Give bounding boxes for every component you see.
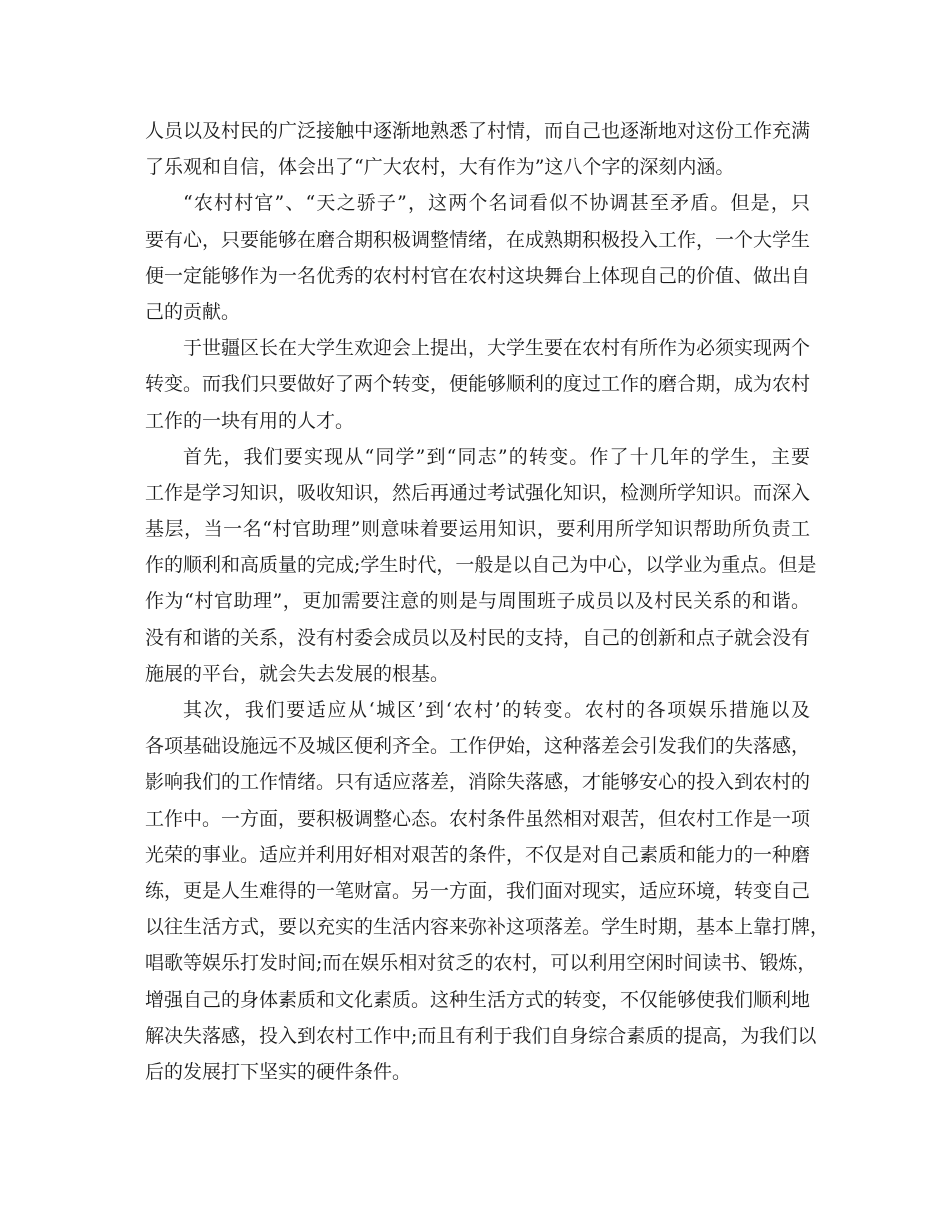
text-line: 己的贡献。 <box>145 300 241 323</box>
text-line: 工作是学习知识，吸收知识，然后再通过考试强化知识，检测所学知识。而深入 <box>145 481 811 504</box>
document-body <box>145 113 830 1090</box>
text-line: 没有和谐的关系，没有村委会成员以及村民的支持，自己的创新和点子就会没有 <box>145 626 811 649</box>
text-line: 首先，我们要实现从“同学”到“同志”的转变。作了十几年的学生，主要 <box>183 445 810 468</box>
text-line: 各项基础设施远不及城区便利齐全。工作伊始，这种落差会引发我们的失落感， <box>145 735 811 758</box>
text-line: 作的顺利和高质量的完成;学生时代，一般是以自己为中心，以学业为重点。但是 <box>145 554 817 577</box>
text-line: 要有心，只要能够在磨合期积极调整情绪，在成熟期积极投入工作，一个大学生 <box>145 228 811 251</box>
text-line: 以往生活方式，要以充实的生活内容来弥补这项落差。学生时期，基本上靠打牌， <box>145 916 830 939</box>
text-line: 便一定能够作为一名优秀的农村村官在农村这块舞台上体现自己的价值、做出自 <box>145 264 811 287</box>
text-line: 工作的一块有用的人才。 <box>145 409 355 432</box>
text-line: 人员以及村民的广泛接触中逐渐地熟悉了村情，而自己也逐渐地对这份工作充满 <box>145 120 811 142</box>
text-line: 练，更是人生难得的一笔财富。另一方面，我们面对现实，适应环境，转变自己 <box>145 879 811 902</box>
text-line: 于世疆区长在大学生欢迎会上提出，大学生要在农村有所作为必须实现两个 <box>183 337 811 360</box>
text-line: 施展的平台，就会失去发展的根基。 <box>145 662 450 685</box>
text-line: “农村村官”、“天之骄子”，这两个名词看似不协调甚至矛盾。但是，只 <box>183 192 810 215</box>
text-line: 增强自己的身体素质和文化素质。这种生活方式的转变，不仅能够使我们顺利地 <box>145 988 811 1011</box>
text-line: 后的发展打下坚实的硬件条件。 <box>145 1060 412 1083</box>
text-line: 光荣的事业。适应并利用好相对艰苦的条件，不仅是对自己素质和能力的一种磨 <box>145 843 811 866</box>
text-line: 解决失落感，投入到农村工作中;而且有利于我们自身综合素质的提高，为我们以 <box>145 1024 817 1047</box>
text-line: 了乐观和自信，体会出了“广大农村，大有作为”这八个字的深刻内涵。 <box>145 156 735 179</box>
text-line: 转变。而我们只要做好了两个转变，便能够顺利的度过工作的磨合期，成为农村 <box>145 373 811 396</box>
text-line: 作为“村官助理”，更加需要注意的则是与周围班子成员以及村民关系的和谐。 <box>145 590 810 613</box>
text-line: 影响我们的工作情绪。只有适应落差，消除失落感，才能够安心的投入到农村的 <box>145 771 811 794</box>
text-line: 其次，我们要适应从‘城区’到‘农村’的转变。农村的各项娱乐措施以及 <box>183 699 810 721</box>
text-line: 基层，当一名“村官助理”则意味着要运用知识，要利用所学知识帮助所负责工 <box>145 518 810 541</box>
text-line: 工作中。一方面，要积极调整心态。农村条件虽然相对艰苦，但农村工作是一项 <box>145 807 811 830</box>
text-line: 唱歌等娱乐打发时间;而在娱乐相对贫乏的农村，可以利用空闲时间读书、锻炼， <box>145 952 817 975</box>
